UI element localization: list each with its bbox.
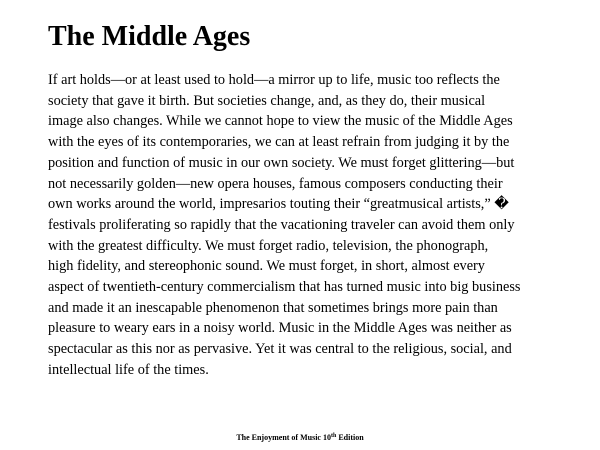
paragraph-line: own works around the world, impresarios touting their “greatmusical artists,” � xyxy=(48,196,509,213)
paragraph-line: with the eyes of its contemporaries, we can at least refrain from judging it by the xyxy=(48,134,510,151)
paragraph-line: aspect of twentieth-century commercialism that has turned music into big business xyxy=(48,279,521,296)
paragraph-line: pleasure to weary ears in a noisy world. Music in the Middle Ages was neither as xyxy=(48,320,512,337)
paragraph-line: high fidelity, and stereophonic sound. We must forget, in short, almost every xyxy=(48,258,485,275)
paragraph-line: If art holds—or at least used to hold—a mirror up to life, music too reflects the xyxy=(48,72,500,88)
slide-title: The Middle Ages xyxy=(48,21,251,52)
body-paragraph xyxy=(48,70,558,381)
paragraph-line: with the greatest difficulty. We must forget radio, television, the phonograph, xyxy=(48,237,489,254)
footer-edition: Edition xyxy=(336,433,364,442)
paragraph-line: society that gave it birth. But societies change, and, as they do, their musical xyxy=(48,92,486,109)
paragraph-line: festivals proliferating so rapidly that the vacationing traveler can avoid them only xyxy=(48,216,515,233)
paragraph-line: intellectual life of the times. xyxy=(48,361,209,378)
slide-footer xyxy=(0,433,600,443)
paragraph-line: and made it an inescapable phenomenon that sometimes brings more pain than xyxy=(48,299,498,316)
paragraph-line: spectacular as this nor as pervasive. Yet it was central to the religious, social, and xyxy=(48,341,512,358)
paragraph-line: not necessarily golden—new opera houses, famous composers conducting their xyxy=(48,175,503,192)
footer-superscript: th xyxy=(330,433,337,439)
paragraph-line: image also changes. While we cannot hope to view the music of the Middle Ages xyxy=(48,113,513,130)
footer-text: The Enjoyment of Music 10 xyxy=(236,433,331,442)
paragraph-line: position and function of music in our own society. We must forget glittering—but xyxy=(48,154,515,171)
